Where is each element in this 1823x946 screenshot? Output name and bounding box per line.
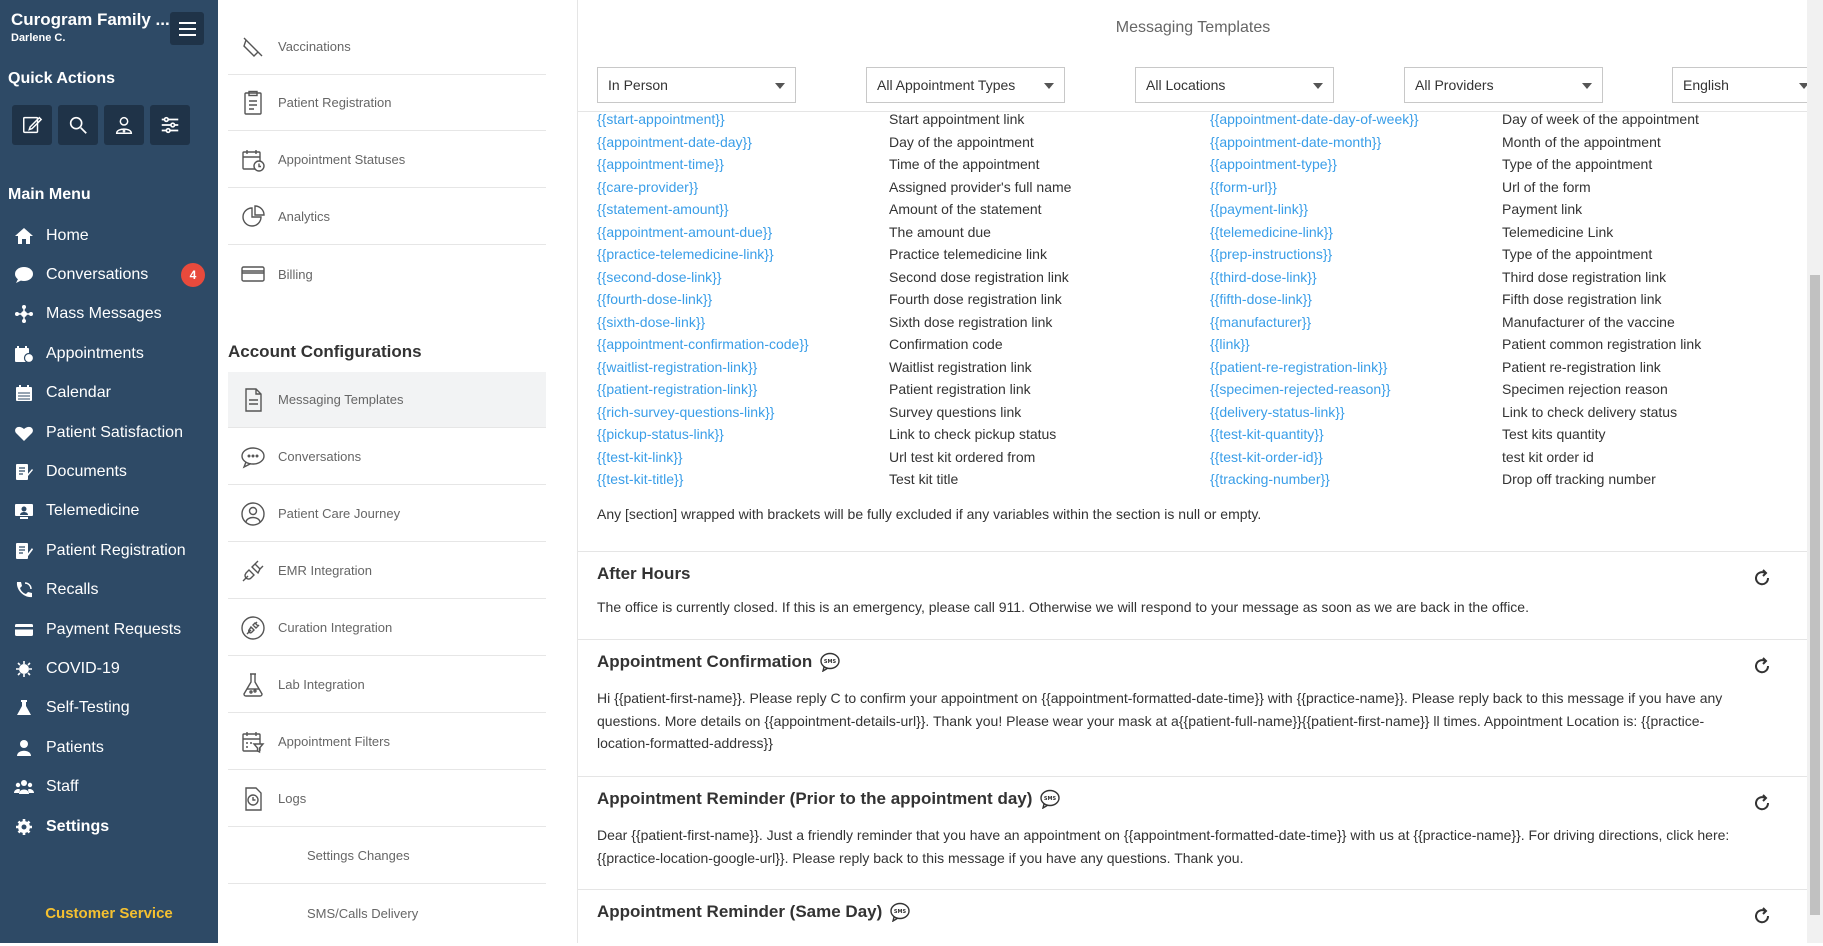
variable-row (597, 446, 1787, 469)
variable-description: Test kit title (889, 471, 959, 488)
patient-icon (12, 738, 36, 758)
variable-key: {{appointment-date-month}} (1210, 133, 1382, 150)
template-appointment-reminder-same-day[interactable] (578, 889, 1808, 943)
variable-key: {{tracking-number}} (1210, 471, 1330, 488)
hamburger-menu-icon[interactable] (170, 12, 204, 45)
template-body: Dear {{patient-first-name}}. Just a friendly reminder that you have an appointment on {{appointment-formatted-date-time}} with us at {{practice-name}}. For driving directions, click here: {{practice-location-google-url}}. Please reply back to this message if you have any questions. Thank you. (597, 827, 1730, 866)
variable-description: Start appointment link (889, 111, 1025, 128)
settings-item-analytics[interactable] (228, 189, 546, 245)
variable-description: Second dose registration link (889, 268, 1069, 285)
chat-bubbles-icon (238, 442, 268, 472)
calendar-filter-icon (238, 727, 268, 757)
virus-icon (12, 659, 36, 679)
chevron-down-icon (1582, 83, 1592, 89)
menu-item-conversations[interactable] (0, 255, 218, 294)
settings-item-label: Patient Registration (278, 95, 392, 110)
calendar-icon (12, 383, 36, 403)
variable-key: {{fifth-dose-link}} (1210, 291, 1312, 308)
template-appointment-reminder-prior[interactable] (578, 776, 1808, 889)
appointment-type-value: All Appointment Types (877, 77, 1016, 93)
variable-key: {{test-kit-link}} (597, 448, 683, 465)
menu-item-payment-requests[interactable] (0, 610, 218, 649)
variable-row (597, 333, 1787, 356)
variable-description: Fifth dose registration link (1502, 291, 1662, 308)
template-appointment-confirmation[interactable] (578, 639, 1808, 776)
variable-row (597, 468, 1787, 491)
home-icon (12, 226, 36, 246)
menu-item-patients[interactable] (0, 728, 218, 767)
registration-icon (12, 541, 36, 561)
settings-item-label: Appointment Filters (278, 734, 390, 749)
variable-key: {{telemedicine-link}} (1210, 223, 1333, 240)
variable-description: Sixth dose registration link (889, 313, 1053, 330)
template-body: Hi {{patient-first-name}}. Please reply C to confirm your appointment on {{appointment-formatted-date-time}} with {{practice-name}}. Please reply back to this message if you have any questions. More details on {{appointment-details-url}}. Thank you! Please wear your mask at a{{patient-full-name}}{{patient-first-name}} ll times. Appointment Location is: {{practice-location-formatted-address}} (597, 690, 1723, 751)
user-add-icon[interactable] (104, 105, 144, 145)
template-title (597, 564, 691, 584)
heart-icon (12, 423, 36, 443)
menu-item-appointments[interactable] (0, 334, 218, 373)
variable-description: Patient common registration link (1502, 336, 1702, 353)
variable-row (597, 311, 1787, 334)
chevron-down-icon (1313, 83, 1323, 89)
staff-icon (12, 777, 36, 797)
search-icon[interactable] (58, 105, 98, 145)
template-title-text: After Hours (597, 564, 691, 583)
template-variables-table (597, 108, 1787, 491)
variable-key: {{pickup-status-link}} (597, 426, 724, 443)
log-clock-icon (238, 784, 268, 814)
clipboard-icon (238, 88, 268, 118)
variable-description: Survey questions link (889, 403, 1022, 420)
variable-key: {{appointment-confirmation-code}} (597, 336, 809, 353)
care-journey-icon (238, 499, 268, 529)
settings-item-curation-integration[interactable] (228, 600, 546, 656)
menu-item-label: Mass Messages (46, 305, 162, 323)
variable-key: {{fourth-dose-link}} (597, 291, 713, 308)
sms-icon (820, 652, 840, 672)
template-title (597, 789, 1060, 809)
provider-value: All Providers (1415, 77, 1494, 93)
variable-description: Test kits quantity (1502, 426, 1606, 443)
variable-row (597, 153, 1787, 176)
brand-title[interactable]: Curogram Family ... (11, 10, 170, 29)
variable-key: {{appointment-type}} (1210, 156, 1337, 173)
variable-description: Day of the appointment (889, 133, 1034, 150)
menu-item-settings[interactable] (0, 807, 218, 846)
template-title-text: Appointment Reminder (Same Day) (597, 902, 883, 921)
menu-item-self-testing[interactable] (0, 689, 218, 728)
sms-icon (1040, 789, 1060, 809)
variable-description: Manufacturer of the vaccine (1502, 313, 1675, 330)
card-icon (12, 620, 36, 640)
svg-text:SMS: SMS (894, 909, 907, 915)
variable-description: Waitlist registration link (889, 358, 1032, 375)
menu-item-label: Documents (46, 463, 127, 481)
menu-item-label: Appointments (46, 344, 144, 362)
variable-description: Link to check delivery status (1502, 403, 1678, 420)
variable-description: Type of the appointment (1502, 246, 1653, 263)
variable-key: {{statement-amount}} (597, 201, 729, 218)
variable-description: Specimen rejection reason (1502, 381, 1668, 398)
variable-row (597, 401, 1787, 424)
phone-icon (12, 580, 36, 600)
variable-key: {{appointment-date-day}} (597, 133, 752, 150)
settings-panel (218, 0, 561, 943)
variable-description: Url of the form (1502, 178, 1591, 195)
variable-row (597, 176, 1787, 199)
variable-description: test kit order id (1502, 448, 1594, 465)
menu-item-documents[interactable] (0, 452, 218, 491)
settings-item-patient-care-journey[interactable] (228, 486, 546, 542)
variable-row (597, 288, 1787, 311)
menu-item-label: Home (46, 226, 89, 244)
variable-row (597, 221, 1787, 244)
menu-item-label: Patient Satisfaction (46, 423, 183, 441)
variable-row (597, 266, 1787, 289)
settings-item-messaging-templates[interactable] (228, 372, 546, 428)
location-select[interactable] (1135, 67, 1334, 103)
main-menu-title: Main Menu (8, 186, 91, 203)
account-configurations-title: Account Configurations (228, 342, 422, 361)
appointment-type-select[interactable] (866, 67, 1065, 103)
compose-icon[interactable] (12, 105, 52, 145)
variable-key: {{waitlist-registration-link}} (597, 358, 758, 375)
settings-item-label: Vaccinations (278, 39, 351, 54)
reset-icon[interactable] (1753, 794, 1771, 812)
settings-item-label: Analytics (278, 209, 331, 224)
variable-key: {{payment-link}} (1210, 201, 1309, 218)
variable-description: Assigned provider's full name (889, 178, 1072, 195)
settings-item-label: Curation Integration (278, 620, 393, 635)
settings-item-appointment-statuses[interactable] (228, 132, 546, 188)
conversations-badge: 4 (181, 263, 205, 287)
variable-description: Practice telemedicine link (889, 246, 1047, 263)
sms-icon (890, 902, 910, 922)
settings-item-label: Patient Care Journey (278, 506, 401, 521)
menu-item-label: Payment Requests (46, 620, 182, 638)
settings-item-conversations[interactable] (228, 429, 546, 485)
variable-row (597, 108, 1787, 131)
variable-description: Link to check pickup status (889, 426, 1057, 443)
variable-key: {{appointment-time}} (597, 156, 724, 173)
language-select[interactable] (1672, 67, 1820, 103)
template-title-text: Appointment Confirmation (597, 652, 813, 671)
variable-key: {{appointment-amount-due}} (597, 223, 773, 240)
settings-item-billing[interactable] (228, 246, 546, 302)
variable-key: {{specimen-rejected-reason}} (1210, 381, 1391, 398)
settings-item-patient-registration[interactable] (228, 75, 546, 131)
menu-item-mass-messages[interactable] (0, 295, 218, 334)
settings-item-vaccinations[interactable] (228, 19, 546, 75)
provider-select[interactable] (1404, 67, 1603, 103)
main-scrollbar[interactable] (1807, 0, 1823, 943)
variable-description: Type of the appointment (1502, 156, 1653, 173)
variable-description: Month of the appointment (1502, 133, 1661, 150)
chevron-down-icon (1044, 83, 1054, 89)
main-menu-list (0, 216, 218, 846)
settings-subitem-sms-calls-delivery[interactable]: SMS/Calls Delivery (307, 905, 419, 921)
customer-service-link[interactable]: Customer Service (45, 905, 173, 922)
menu-item-label: Calendar (46, 384, 111, 402)
variable-key: {{form-url}} (1210, 178, 1277, 195)
settings-item-label: Messaging Templates (278, 392, 404, 407)
variable-description: Amount of the statement (889, 201, 1042, 218)
settings-item-emr-integration[interactable] (228, 543, 546, 599)
settings-item-label: Billing (278, 266, 313, 282)
language-value: English (1683, 77, 1729, 93)
page-title: Messaging Templates (1115, 19, 1271, 36)
messaging-templates-main (577, 0, 1807, 943)
menu-item-label: COVID-19 (46, 659, 120, 677)
variable-key: {{start-appointment}} (597, 111, 725, 128)
main-sidebar (0, 0, 218, 943)
broadcast-icon (12, 304, 36, 324)
variable-description: Telemedicine Link (1502, 223, 1614, 240)
visit-type-select[interactable] (597, 67, 796, 103)
variable-description: Fourth dose registration link (889, 291, 1062, 308)
menu-item-label: Patient Registration (46, 541, 186, 559)
integration-icon (238, 613, 268, 643)
lab-flask-icon (238, 670, 268, 700)
variable-row (597, 198, 1787, 221)
appointment-icon (12, 344, 36, 364)
reset-icon[interactable] (1753, 657, 1771, 675)
calendar-clock-icon (238, 145, 268, 175)
card-icon (238, 259, 268, 289)
settings-item-label: EMR Integration (278, 563, 372, 578)
reset-icon[interactable] (1753, 907, 1771, 925)
variable-description: Patient registration link (889, 381, 1031, 398)
variable-row (597, 131, 1787, 154)
variable-key: {{test-kit-order-id}} (1210, 448, 1323, 465)
variable-key: {{practice-telemedicine-link}} (597, 246, 774, 263)
menu-item-label: Self-Testing (46, 699, 130, 717)
variable-description: Patient re-registration link (1502, 358, 1661, 375)
template-after-hours[interactable] (578, 551, 1808, 639)
scrollbar-thumb[interactable] (1810, 275, 1820, 915)
variable-row (597, 243, 1787, 266)
variable-key: {{test-kit-title}} (597, 471, 684, 488)
settings-subitem-settings-changes[interactable]: Settings Changes (228, 828, 546, 884)
document-icon (238, 385, 268, 415)
reset-icon[interactable] (1753, 569, 1771, 587)
menu-item-staff[interactable] (0, 767, 218, 806)
menu-item-patient-satisfaction[interactable] (0, 413, 218, 452)
menu-item-label: Settings (46, 817, 110, 835)
svg-text:SMS: SMS (824, 659, 837, 665)
variable-key: {{third-dose-link}} (1210, 268, 1317, 285)
menu-item-telemedicine[interactable] (0, 492, 218, 531)
variable-key: {{manufacturer}} (1210, 313, 1312, 330)
menu-item-covid-19[interactable] (0, 649, 218, 688)
documents-icon (12, 462, 36, 482)
template-title (597, 902, 910, 922)
variable-key: {{care-provider}} (597, 178, 699, 195)
template-body: The office is currently closed. If this is an emergency, please call 911. Otherwise we will respond to your message as soon as we are back in the office. (597, 599, 1529, 615)
menu-item-home[interactable] (0, 216, 218, 255)
variable-description: Confirmation code (889, 336, 1003, 353)
variable-key: {{sixth-dose-link}} (597, 313, 706, 330)
menu-item-recalls[interactable] (0, 571, 218, 610)
variable-key: {{patient-registration-link}} (597, 381, 758, 398)
visit-type-value: In Person (608, 77, 668, 93)
location-value: All Locations (1146, 77, 1226, 93)
pie-chart-icon (238, 202, 268, 232)
settings-item-logs[interactable] (228, 771, 546, 827)
variable-key: {{patient-re-registration-link}} (1210, 358, 1388, 375)
variable-row (597, 378, 1787, 401)
menu-item-label: Recalls (46, 581, 99, 599)
template-title (597, 652, 840, 672)
variable-description: Drop off tracking number (1502, 471, 1656, 488)
variable-description: Day of week of the appointment (1502, 111, 1699, 128)
menu-item-label: Staff (46, 778, 79, 796)
quick-actions-title: Quick Actions (8, 70, 115, 87)
variable-key: {{link}} (1210, 336, 1250, 353)
menu-item-label: Telemedicine (46, 502, 140, 520)
variable-key: {{prep-instructions}} (1210, 246, 1333, 263)
settings-item-label: Conversations (278, 449, 362, 464)
brand-user: Darlene C. (11, 32, 66, 44)
menu-item-label: Conversations (46, 266, 149, 284)
settings-item-lab-integration[interactable] (228, 657, 546, 713)
variable-key: {{second-dose-link}} (597, 268, 722, 285)
settings-item-label: Appointment Statuses (278, 152, 406, 167)
svg-text:SMS: SMS (1044, 796, 1057, 802)
gear-icon (12, 817, 36, 837)
variable-description: The amount due (889, 223, 991, 240)
syringe-icon (238, 32, 268, 62)
section-note: Any [section] wrapped with brackets will be fully excluded if any variables within the section is null or empty. (597, 506, 1262, 522)
variable-key: {{appointment-date-day-of-week}} (1210, 111, 1419, 128)
variable-key: {{test-kit-quantity}} (1210, 426, 1324, 443)
variable-key: {{rich-survey-questions-link}} (597, 403, 775, 420)
variable-description: Payment link (1502, 201, 1583, 218)
variable-row (597, 356, 1787, 379)
menu-item-label: Patients (46, 738, 104, 756)
variable-row (597, 423, 1787, 446)
chat-icon (12, 265, 36, 285)
variable-description: Third dose registration link (1502, 268, 1667, 285)
template-title-text: Appointment Reminder (Prior to the appointment day) (597, 789, 1033, 808)
quick-actions-row (12, 105, 190, 145)
settings-item-label: Lab Integration (278, 677, 365, 692)
flask-icon (12, 698, 36, 718)
variable-description: Time of the appointment (889, 156, 1040, 173)
variable-key: {{delivery-status-link}} (1210, 403, 1345, 420)
menu-item-patient-registration[interactable] (0, 531, 218, 570)
plug-icon (238, 556, 268, 586)
menu-item-calendar[interactable] (0, 374, 218, 413)
telemedicine-icon (12, 501, 36, 521)
settings-item-label: Logs (278, 791, 307, 806)
sliders-icon[interactable] (150, 105, 190, 145)
variable-description: Url test kit ordered from (889, 448, 1036, 465)
chevron-down-icon (775, 83, 785, 89)
settings-item-appointment-filters[interactable] (228, 714, 546, 770)
